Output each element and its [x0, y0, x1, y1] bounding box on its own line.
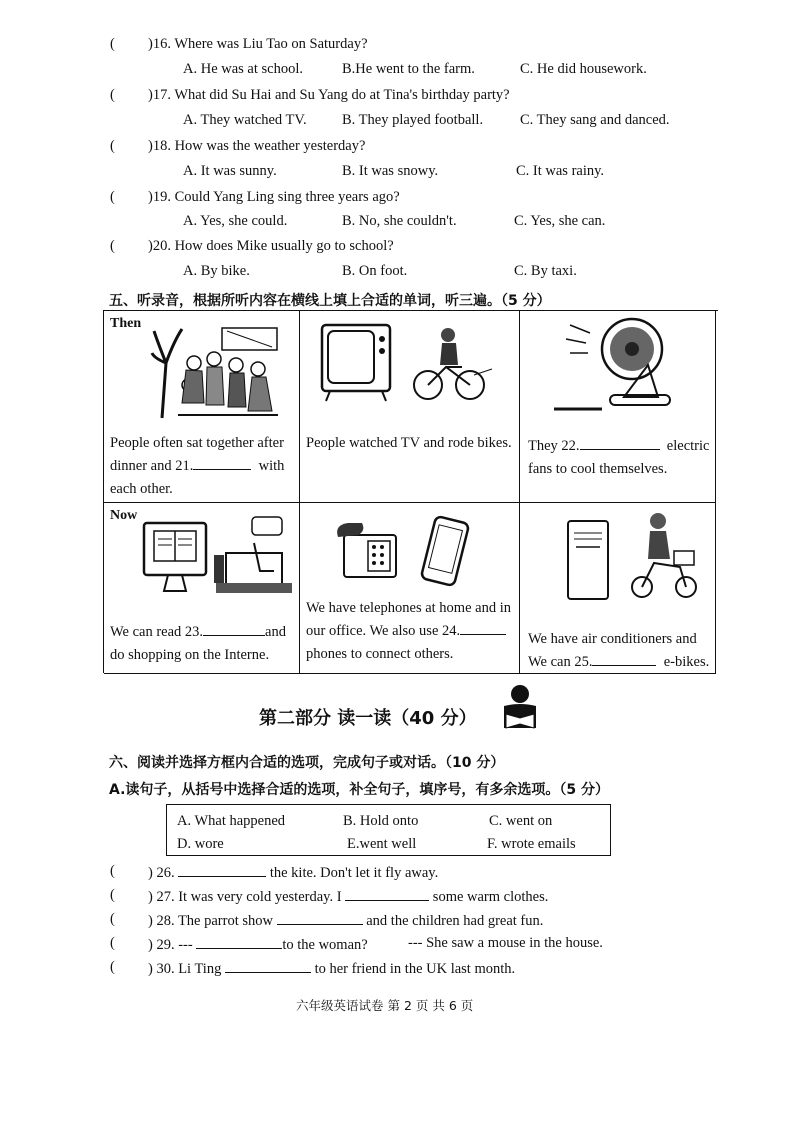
option-c: C. went on [489, 813, 553, 829]
option-20b[interactable]: B. On foot. [342, 263, 408, 279]
answer-paren[interactable]: ( [110, 863, 115, 879]
answer-paren[interactable]: ( [110, 36, 115, 52]
option-19b[interactable]: B. No, she couldn't. [342, 213, 457, 229]
option-16c[interactable]: C. He did housework. [520, 61, 647, 77]
blank-23[interactable] [203, 622, 265, 636]
then-fan-text: They 22. electric fans to cool themselves. [528, 438, 710, 477]
option-b: B. Hold onto [343, 813, 419, 829]
option-20c[interactable]: C. By taxi. [514, 263, 577, 279]
cell-now-ac-ebike [520, 503, 716, 674]
answer-paren[interactable]: ( [110, 911, 115, 927]
blank-29[interactable] [196, 935, 282, 949]
then-label: Then [110, 316, 142, 331]
blank-30[interactable] [225, 959, 311, 973]
question-28: ) 28. The parrot show and the children had great fun. [148, 913, 544, 929]
mobile-phone-icon [420, 517, 470, 587]
question-16: )16. Where was Liu Tao on Saturday? [148, 36, 368, 52]
then-now-table [103, 310, 718, 673]
air-conditioner-icon [564, 519, 612, 601]
option-19a[interactable]: A. Yes, she could. [183, 213, 288, 229]
then-family-text: People often sat together after dinner and 21. with each other. [110, 435, 285, 497]
option-a: A. What happened [177, 813, 286, 829]
tv-icon [320, 323, 392, 403]
cell-now-online [104, 503, 300, 674]
option-18a[interactable]: A. It was sunny. [183, 163, 277, 179]
computer-ebook-icon [142, 513, 288, 597]
question-26: ) 26. the kite. Don't let it fly away. [148, 865, 439, 881]
options-box [166, 804, 611, 856]
cell-then-fan [520, 311, 716, 503]
cell-now-phones [300, 503, 520, 674]
option-d: D. wore [177, 836, 224, 852]
telephone-icon [334, 521, 404, 581]
question-29-reply: --- She saw a mouse in the house. [408, 935, 603, 951]
answer-paren[interactable]: ( [110, 138, 115, 154]
option-17a[interactable]: A. They watched TV. [183, 112, 307, 128]
option-e: E.went well [347, 836, 417, 852]
section-6a-instruction: A.读句子，从括号中选择合适的选项，补全句子，填序号，有多余选项。（5 分） [109, 782, 610, 798]
answer-paren[interactable]: ( [110, 87, 115, 103]
option-19c[interactable]: C. Yes, she can. [514, 213, 606, 229]
blank-25[interactable] [592, 652, 656, 666]
answer-paren[interactable]: ( [110, 887, 115, 903]
question-19: )19. Could Yang Ling sing three years ago? [148, 189, 400, 205]
question-18: )18. How was the weather yesterday? [148, 138, 366, 154]
option-17c[interactable]: C. They sang and danced. [520, 112, 670, 128]
question-27: ) 27. It was very cold yesterday. I some warm clothes. [148, 889, 549, 905]
then-tv-text: People watched TV and rode bikes. [306, 435, 512, 451]
option-f: F. wrote emails [487, 836, 576, 852]
question-20: )20. How does Mike usually go to school? [148, 238, 394, 254]
blank-21[interactable] [193, 456, 251, 470]
option-18c[interactable]: C. It was rainy. [516, 163, 605, 179]
question-30: ) 30. Li Ting to her friend in the UK last month. [148, 961, 516, 977]
e-bike-rider-icon [630, 511, 700, 601]
blank-26[interactable] [178, 863, 266, 877]
page-footer: 六年级英语试卷 第 2 页 共 6 页 [296, 998, 474, 1013]
option-16a[interactable]: A. He was at school. [183, 61, 304, 77]
answer-paren[interactable]: ( [110, 189, 115, 205]
blank-28[interactable] [277, 911, 363, 925]
part-2-title: 第二部分 读一读（40 分） [259, 708, 477, 729]
option-20a[interactable]: A. By bike. [183, 263, 250, 279]
section-5-heading: 五、听录音，根据所听内容在横线上填上合适的单词，听三遍。（5 分） [109, 293, 551, 309]
blank-27[interactable] [345, 887, 429, 901]
reading-person-icon [498, 684, 542, 730]
now-online-text: We can read 23. and do shopping on the Interne. [110, 624, 286, 663]
answer-paren[interactable]: ( [110, 238, 115, 254]
question-17: )17. What did Su Hai and Su Yang do at Tina's birthday party? [148, 87, 510, 103]
section-6-heading: 六、阅读并选择方框内合适的选项，完成句子或对话。（10 分） [109, 755, 505, 771]
question-29: ) 29. --- to the woman? [148, 937, 368, 953]
blank-24[interactable] [460, 621, 506, 635]
now-ac-text: We have air conditioners and We can 25. e-bikes. [528, 631, 710, 670]
option-18b[interactable]: B. It was snowy. [342, 163, 439, 179]
bike-rider-icon [412, 325, 492, 405]
option-17b[interactable]: B. They played football. [342, 112, 484, 128]
cell-then-family [104, 311, 300, 503]
answer-paren[interactable]: ( [110, 935, 115, 951]
electric-fan-icon [552, 315, 702, 415]
now-label: Now [110, 508, 138, 523]
now-phones-text: We have telephones at home and in our office. We also use 24. phones to connect others. [306, 600, 511, 662]
family-gathering-illustration [152, 323, 282, 418]
option-16b[interactable]: B.He went to the farm. [342, 61, 475, 77]
answer-paren[interactable]: ( [110, 959, 115, 975]
blank-22[interactable] [580, 436, 660, 450]
cell-then-tv-bike [300, 311, 520, 503]
